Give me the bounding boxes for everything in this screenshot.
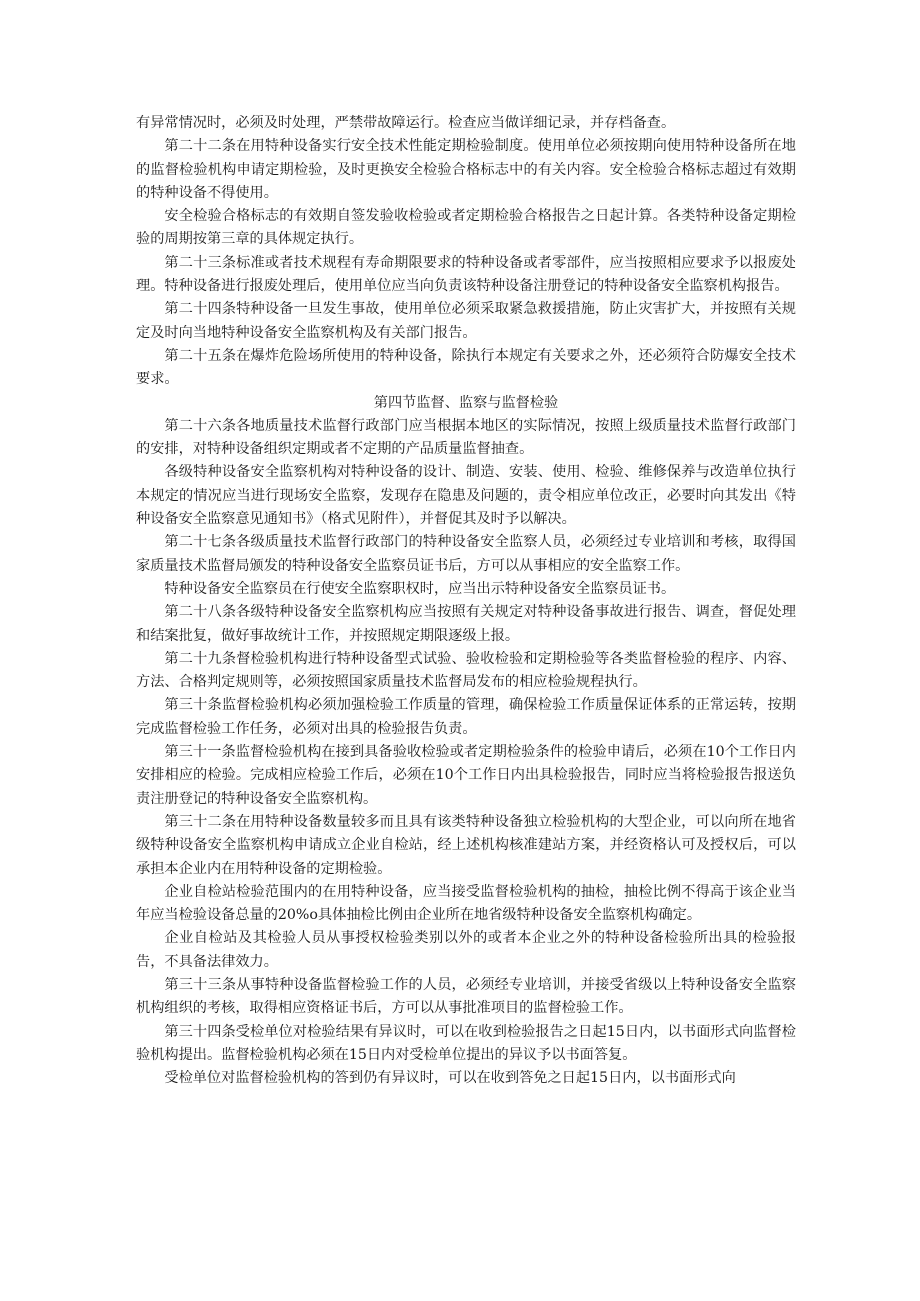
paragraph: 第二十六条各地质量技术监督行政部门应当根据本地区的实际情况，按照上级质量技术监督行政部门的安排，对特种设备组织定期或者不定期的产品质量监督抽查。 [136,417,796,458]
paragraph: 第三十三条从事特种设备监督检验工作的人员，必须经专业培训，并接受省级以上特种设备安全监察机构组织的考核，取得相应资格证书后，方可以从事批准项目的监督检验工作。 [136,976,796,1017]
paragraph: 第二十三条标准或者技术规程有寿命期限要求的特种设备或者零部件，应当按照相应要求予以报废处理。特种设备进行报废处理后，使用单位应当向负责该特种设备注册登记的特种设备安全监察机构报告。 [136,254,796,295]
section-heading: 第四节监督、监察与监督检验 [373,394,559,411]
paragraph: 第三十四条受检单位对检验结果有异议时，可以在收到检验报告之日起15日内，以书面形式向监督检验机构提出。监督检验机构必须在15日内对受检单位提出的异议予以书面答复。 [136,1023,796,1063]
paragraph: 特种设备安全监察员在行使安全监察职权时，应当出示特种设备安全监察员证书。 [164,580,676,597]
paragraph: 第二十八条各级特种设备安全监察机构应当按照有关规定对特种设备事故进行报告、调查，督促处理和结案批复，做好事故统计工作，并按照规定期限逐级上报。 [136,604,796,644]
paragraph: 受检单位对监督检验机构的答到仍有异议时，可以在收到答免之日起15日内，以书面形式向 [164,1070,736,1087]
paragraph: 第二十四条特种设备一旦发生事故，使用单位必须采取紧急救援措施，防止灾害扩大，并按照有关规定及时向当地特种设备安全监察机构及有关部门报告。 [136,301,796,341]
paragraph: 第二十五条在爆炸危险场所使用的特种设备，除执行本规定有关要求之外，还必须符合防爆安全技术要求。 [136,347,796,388]
paragraph: 有异常情况时，必须及时处理，严禁带故障运行。检查应当做详细记录，并存档备查。 [136,115,676,131]
paragraph: 企业自检站及其检验人员从事授权检验类别以外的或者本企业之外的特种设备检验所出具的检验报告，不具备法律效力。 [136,930,796,970]
paragraph: 第三十一条监督检验机构在接到具备验收检验或者定期检验条件的检验申请后，必须在10个工作日内安排相应的检验。完成相应检验工作后，必须在10个工作日内出具检验报告，同时应当将检验报告报送负责注册登记的特种设备安全监察机构。 [136,744,796,807]
paragraph: 第二十九条督检验机构进行特种设备型式试验、验收检验和定期检验等各类监督检验的程序、内容、方法、合格判定规则等，必须按照国家质量技术监督局发布的相应检验规程执行。 [136,650,796,691]
paragraph: 第二十二条在用特种设备实行安全技术性能定期检验制度。使用单位必须按期向使用特种设备所在地的监督检验机构申请定期检验，及时更换安全检验合格标志中的有关内容。安全检验合格标志超过有效期的特种设备不得使用。 [136,138,796,201]
paragraph: 各级特种设备安全监察机构对特种设备的设计、制造、安装、使用、检验、维修保养与改造单位执行本规定的情况应当进行现场安全监察，发现存在隐患及问题的，责令相应单位改正，必要时向其发出《特种设备安全监察意见通知书》（格式见附件），并督促其及时予以解决。 [136,464,796,528]
paragraph: 第三十二条在用特种设备数量较多而且具有该类特种设备独立检验机构的大型企业，可以向所在地省级特种设备安全监察机构申请成立企业自检站，经上述机构核准建站方案，并经资格认可及授权后，可以承担本企业内在用特种设备的定期检验。 [136,813,796,877]
paragraph: 安全检验合格标志的有效期自签发验收检验或者定期检验合格报告之日起计算。各类特种设备定期检验的周期按第三章的具体规定执行。 [136,208,796,248]
paragraph: 企业自检站检验范围内的在用特种设备，应当接受监督检验机构的抽检，抽检比例不得高于该企业当年应当检验设备总量的20%o具体抽检比例由企业所在地省级特种设备安全监察机构确定。 [136,883,796,924]
paragraph: 第三十条监督检验机构必须加强检验工作质量的管理，确保检验工作质量保证体系的正常运转，按期完成监督检验工作任务，必须对出具的检验报告负责。 [136,697,796,737]
document-body [136,112,796,1090]
paragraph: 第二十七条各级质量技术监督行政部门的特种设备安全监察人员，必须经过专业培训和考核，取得国家质量技术监督局颁发的特种设备安全监察员证书后，方可以从事相应的安全监察工作。 [136,534,796,574]
